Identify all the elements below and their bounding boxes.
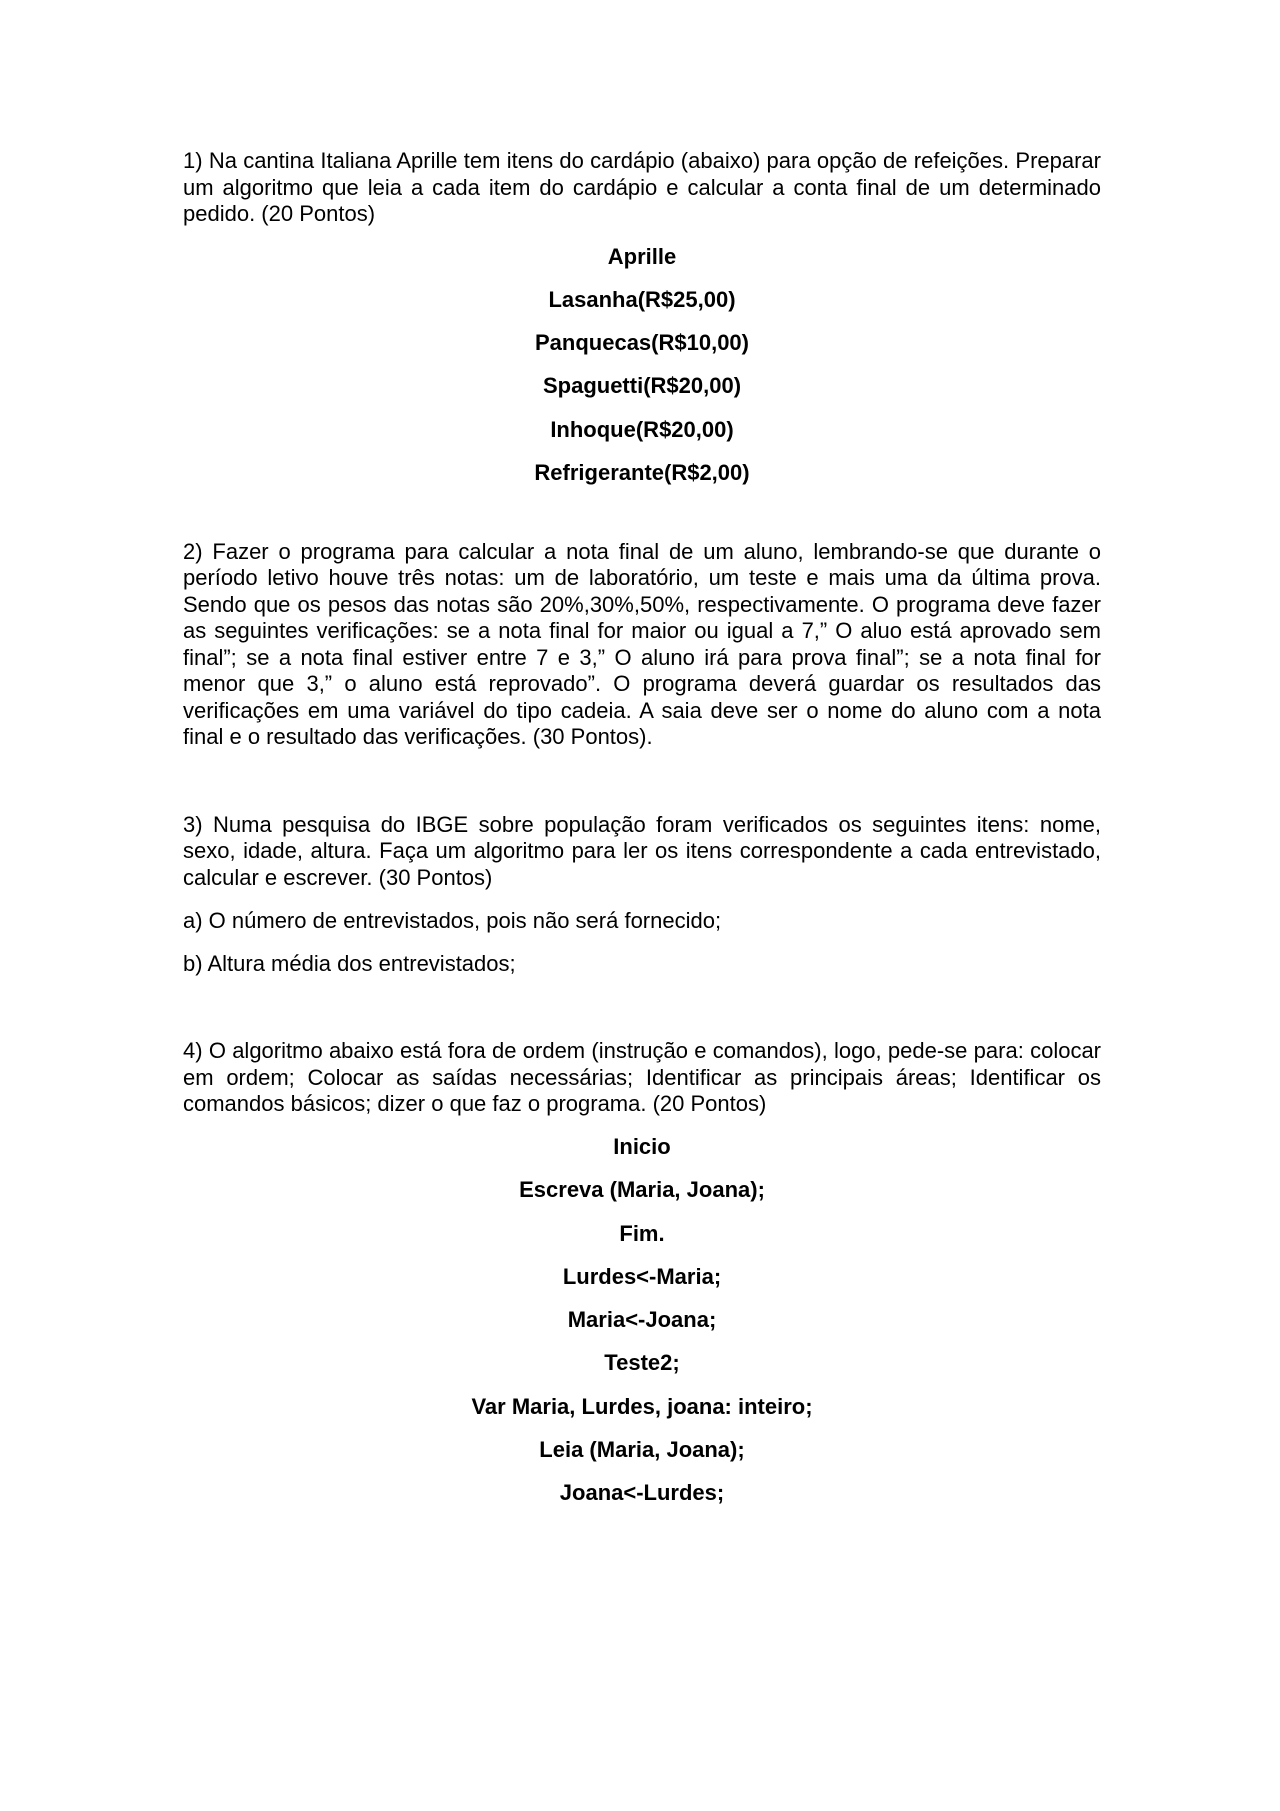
- menu-item: Lasanha(R$25,00): [548, 286, 736, 312]
- menu-item: Inhoque(R$20,00): [550, 416, 734, 442]
- question-1-text: 1) Na cantina Italiana Aprille tem itens do cardápio (abaixo) para opção de refeições. Preparar um algoritmo que leia a cada item do cardápio e calcular a conta final de um determinado pedido. (20 Pontos): [183, 148, 1101, 226]
- code-line: Leia (Maria, Joana);: [539, 1437, 745, 1463]
- code-line: Fim.: [619, 1220, 665, 1246]
- menu-list: [183, 244, 1101, 486]
- code-line: Teste2;: [604, 1350, 680, 1376]
- question-2-text: 2) Fazer o programa para calcular a nota final de um aluno, lembrando-se que durante o período letivo houve três notas: um de laboratório, um teste e mais uma da última prova. Sendo que os pesos das notas são 20%,30%,50%, respectivamente. O programa deve fazer as seguintes verificações: se a nota final for maior ou igual a 7,” O aluo está aprovado sem final”; se a nota final estiver entre 7 e 3,” O aluno irá para prova final”; se a nota final for menor que 3,” o aluno está reprovado”. O programa deverá guardar os resultados das verificações em uma variável do tipo cadeia. A saia deve ser o nome do aluno com a nota final e o resultado das verificações. (30 Pontos).: [183, 538, 1101, 750]
- code-line: Escreva (Maria, Joana);: [519, 1177, 765, 1203]
- menu-title: Aprille: [607, 243, 677, 269]
- algorithm-code-list: [183, 1134, 1101, 1506]
- question-4-text: 4) O algoritmo abaixo está fora de ordem (instrução e comandos), logo, pede-se para: colocar em ordem; Colocar as saídas necessárias; Identificar as principais áreas; Identificar os comandos básicos; dizer o que faz o programa. (20 Pontos): [183, 1038, 1101, 1117]
- code-line: Lurdes<-Maria;: [562, 1263, 722, 1289]
- code-line: Maria<-Joana;: [567, 1307, 717, 1333]
- question-3-item-a: a) O número de entrevistados, pois não será fornecido;: [183, 908, 722, 934]
- document-page: [183, 148, 1101, 1524]
- menu-item: Panquecas(R$10,00): [535, 330, 749, 356]
- code-line: Joana<-Lurdes;: [559, 1480, 725, 1506]
- code-line: Inicio: [613, 1133, 671, 1159]
- question-3-text: 3) Numa pesquisa do IBGE sobre população foram verificados os seguintes itens: nome, sexo, idade, altura. Faça um algoritmo para ler os itens correspondente a cada entrevistado, calcular e escrever. (30 Pontos): [183, 811, 1101, 890]
- menu-item: Refrigerante(R$2,00): [534, 459, 750, 485]
- code-line: Var Maria, Lurdes, joana: inteiro;: [471, 1393, 813, 1419]
- question-3-item-b: b) Altura média dos entrevistados;: [183, 951, 516, 977]
- menu-item: Spaguetti(R$20,00): [542, 373, 742, 399]
